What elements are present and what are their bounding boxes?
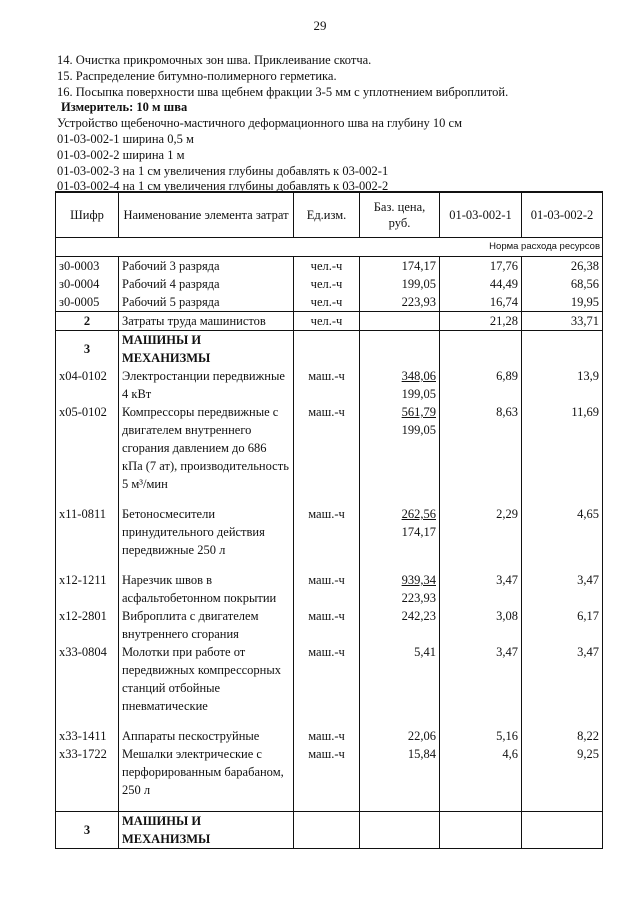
- row-unit: маш.-ч: [294, 745, 360, 799]
- row-value-2: 13,9: [522, 367, 603, 403]
- variant-line: 01-03-002-3 на 1 см увеличения глубины добавлять к 03-002-1: [57, 163, 389, 178]
- row-value-2: 11,69: [522, 403, 603, 493]
- row-value-1: 21,28: [440, 312, 522, 331]
- row-unit: маш.-ч: [294, 505, 360, 559]
- row-code: х11-0811: [56, 505, 119, 559]
- table-row: [56, 607, 603, 643]
- price-labor: 223,93: [401, 591, 436, 605]
- row-unit: чел.-ч: [294, 275, 360, 293]
- norm-row: [56, 238, 603, 257]
- row-value-1: 8,63: [440, 403, 522, 493]
- col-header-variant-1: 01-03-002-1: [440, 192, 522, 238]
- price-labor: 199,05: [401, 423, 436, 437]
- row-name: Мешалки электрические с перфорированным барабаном, 250 л: [119, 745, 294, 799]
- row-name: Рабочий 3 разряда: [119, 257, 294, 276]
- section-title: МАШИНЫ И МЕХАНИЗМЫ: [119, 331, 294, 368]
- row-price: 15,84: [360, 745, 440, 799]
- row-unit: чел.-ч: [294, 312, 360, 331]
- table-row: [56, 745, 603, 799]
- row-price: 174,17: [360, 257, 440, 276]
- row-price: [360, 367, 440, 403]
- price-base: 561,79: [401, 405, 436, 419]
- resource-table: [55, 191, 603, 849]
- row-code: х33-0804: [56, 643, 119, 715]
- section-code: 3: [56, 331, 119, 368]
- row-value-1: 2,29: [440, 505, 522, 559]
- variant-line: 01-03-002-4 на 1 см увеличения глубины добавлять к 03-002-2: [57, 179, 389, 194]
- col-header-unit: Ед.изм.: [294, 192, 360, 238]
- row-price: 199,05: [360, 275, 440, 293]
- row-unit: маш.-ч: [294, 727, 360, 745]
- table-row: [56, 571, 603, 607]
- row-price: [360, 312, 440, 331]
- row-value-2: 33,71: [522, 312, 603, 331]
- price-base: 262,56: [401, 507, 436, 521]
- col-header-price: Баз. цена, руб.: [360, 192, 440, 238]
- row-code: х12-2801: [56, 607, 119, 643]
- row-code: 2: [56, 312, 119, 331]
- row-value-2: 9,25: [522, 745, 603, 799]
- row-name: Компрессоры передвижные с двигателем внутреннего сгорания давлением до 686 кПа (7 ат), производительность 5 м³/мин: [119, 403, 294, 493]
- row-value-2: 4,65: [522, 505, 603, 559]
- row-name: Виброплита с двигателем внутреннего сгорания: [119, 607, 294, 643]
- row-unit: чел.-ч: [294, 293, 360, 312]
- row-name: Молотки при работе от передвижных компрессорных станций отбойные пневматические: [119, 643, 294, 715]
- row-code: х33-1411: [56, 727, 119, 745]
- section-code: 3: [56, 812, 119, 849]
- row-value-1: 3,47: [440, 571, 522, 607]
- row-unit: маш.-ч: [294, 367, 360, 403]
- row-price: 5,41: [360, 643, 440, 715]
- row-value-1: 3,47: [440, 643, 522, 715]
- row-name: Электростанции передвижные 4 кВт: [119, 367, 294, 403]
- table-row: [56, 505, 603, 559]
- row-unit: маш.-ч: [294, 403, 360, 493]
- col-header-code: Шифр: [56, 192, 119, 238]
- table-row: [56, 367, 603, 403]
- variant-line: 01-03-002-1 ширина 0,5 м: [57, 131, 194, 146]
- row-code: з0-0003: [56, 257, 119, 276]
- intro-line: 16. Посыпка поверхности шва щебнем фракции 3-5 мм с уплотнением виброплитой.: [57, 84, 509, 99]
- table-row: [56, 727, 603, 745]
- row-code: х33-1722: [56, 745, 119, 799]
- row-unit: маш.-ч: [294, 607, 360, 643]
- price-labor: 199,05: [401, 387, 436, 401]
- variant-line: 01-03-002-2 ширина 1 м: [57, 147, 185, 162]
- row-name: Нарезчик швов в асфальтобетонном покрытии: [119, 571, 294, 607]
- section-header: [56, 812, 603, 849]
- row-code: х12-1211: [56, 571, 119, 607]
- row-price: [360, 505, 440, 559]
- col-header-name: Наименование элемента затрат: [119, 192, 294, 238]
- row-value-2: 8,22: [522, 727, 603, 745]
- row-value-1: 16,74: [440, 293, 522, 312]
- intro-block: [57, 53, 617, 195]
- table-row: [56, 403, 603, 493]
- row-unit: маш.-ч: [294, 643, 360, 715]
- row-code: х05-0102: [56, 403, 119, 493]
- section-header: [56, 331, 603, 368]
- row-code: з0-0004: [56, 275, 119, 293]
- norm-label: Норма расхода ресурсов: [56, 238, 603, 257]
- row-code: з0-0005: [56, 293, 119, 312]
- row-value-1: 3,08: [440, 607, 522, 643]
- row-value-2: 6,17: [522, 607, 603, 643]
- row-name: Затраты труда машинистов: [119, 312, 294, 331]
- page-number: 29: [313, 18, 327, 33]
- row-name: Аппараты пескоструйные: [119, 727, 294, 745]
- price-labor: 174,17: [401, 525, 436, 539]
- operators-row: [56, 312, 603, 331]
- row-value-2: 26,38: [522, 257, 603, 276]
- row-unit: маш.-ч: [294, 571, 360, 607]
- row-name: Рабочий 5 разряда: [119, 293, 294, 312]
- table-row: [56, 275, 603, 293]
- row-price: [360, 571, 440, 607]
- row-value-1: 4,6: [440, 745, 522, 799]
- price-base: 939,34: [401, 573, 436, 587]
- row-price: 242,23: [360, 607, 440, 643]
- row-value-1: 6,89: [440, 367, 522, 403]
- row-value-1: 17,76: [440, 257, 522, 276]
- row-name: Рабочий 4 разряда: [119, 275, 294, 293]
- row-price: [360, 403, 440, 493]
- row-value-2: 3,47: [522, 643, 603, 715]
- row-value-2: 3,47: [522, 571, 603, 607]
- table-row: [56, 643, 603, 715]
- intro-line: 15. Распределение битумно-полимерного герметика.: [57, 68, 337, 83]
- row-value-1: 44,49: [440, 275, 522, 293]
- header-row: [56, 192, 603, 238]
- measure-unit: Измеритель: 10 м шва: [61, 100, 188, 115]
- price-base: 348,06: [401, 369, 436, 383]
- row-price: 223,93: [360, 293, 440, 312]
- work-description: Устройство щебеночно-мастичного деформационного шва на глубину 10 см: [57, 116, 463, 131]
- row-unit: чел.-ч: [294, 257, 360, 276]
- col-header-variant-2: 01-03-002-2: [522, 192, 603, 238]
- intro-line: 14. Очистка прикромочных зон шва. Приклеивание скотча.: [57, 53, 372, 67]
- table-row: [56, 293, 603, 312]
- row-value-1: 5,16: [440, 727, 522, 745]
- row-name: Бетоносмесители принудительного действия передвижные 250 л: [119, 505, 294, 559]
- table-row: [56, 257, 603, 276]
- row-code: х04-0102: [56, 367, 119, 403]
- row-value-2: 19,95: [522, 293, 603, 312]
- row-price: 22,06: [360, 727, 440, 745]
- row-value-2: 68,56: [522, 275, 603, 293]
- section-title: МАШИНЫ И МЕХАНИЗМЫ: [119, 812, 294, 849]
